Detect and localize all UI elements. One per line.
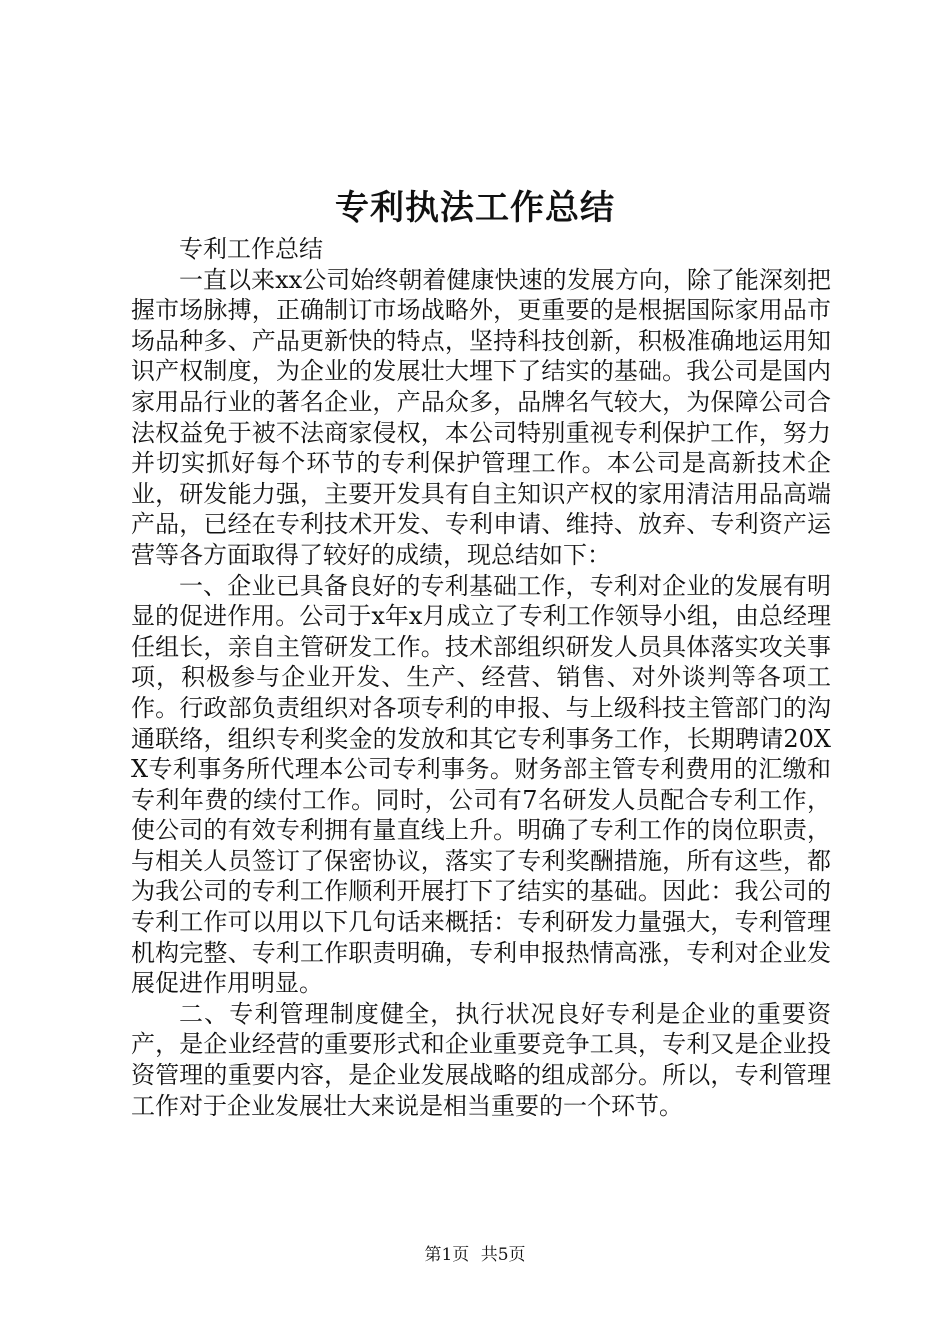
page-footer: [0, 1244, 950, 1266]
page-number: 第1页: [424, 1245, 470, 1265]
paragraph-intro: 一直以来xx公司始终朝着健康快速的发展方向，除了能深刻把握市场脉搏，正确制订市场战略外，更重要的是根据国际家用品市场品种多、产品更新快的特点，坚持科技创新，积极准确地运用知识产权制度，为企业的发展壮大埋下了结实的基础。我公司是国内家用品行业的著名企业，产品众多，品牌名气较大，为保障公司合法权益免于被不法商家侵权，本公司特别重视专利保护工作，努力并切实抓好每个环节的专利保护管理工作。本公司是高新技术企业，研发能力强，主要开发具有自主知识产权的家用清洁用品高端产品，已经在专利技术开发、专利申请、维持、放弃、专利资产运营等各方面取得了较好的成绩，现总结如下：: [131, 265, 831, 569]
document-title: 专利执法工作总结: [335, 188, 615, 228]
paragraph-subtitle: 专利工作总结: [179, 235, 323, 263]
page-total: 共5页: [480, 1245, 526, 1265]
document-body: [131, 234, 831, 1121]
paragraph-section-two: 二、专利管理制度健全，执行状况良好专利是企业的重要资产，是企业经营的重要形式和企业重要竞争工具，专利又是企业投资管理的重要内容，是企业发展战略的组成部分。所以，专利管理工作对于企业发展壮大来说是相当重要的一个环节。: [131, 999, 831, 1120]
paragraph-section-one: 一、企业已具备良好的专利基础工作，专利对企业的发展有明显的促进作用。公司于x年x月成立了专利工作领导小组，由总经理任组长，亲自主管研发工作。技术部组织研发人员具体落实攻关事项，积极参与企业开发、生产、经营、销售、对外谈判等各项工作。行政部负责组织对各项专利的申报、与上级科技主管部门的沟通联络，组织专利奖金的发放和其它专利事务工作，长期聘请20XX专利事务所代理本公司专利事务。财务部主管专利费用的汇缴和专利年费的续付工作。同时，公司有7名研发人员配合专利工作，使公司的有效专利拥有量直线上升。明确了专利工作的岗位职责，与相关人员签订了保密协议，落实了专利奖酬措施，所有这些，都为我公司的专利工作顺利开展打下了结实的基础。因此：我公司的专利工作可以用以下几句话来概括：专利研发力量强大，专利管理机构完整、专利工作职责明确，专利申报热情高涨，专利对企业发展促进作用明显。: [131, 571, 831, 998]
